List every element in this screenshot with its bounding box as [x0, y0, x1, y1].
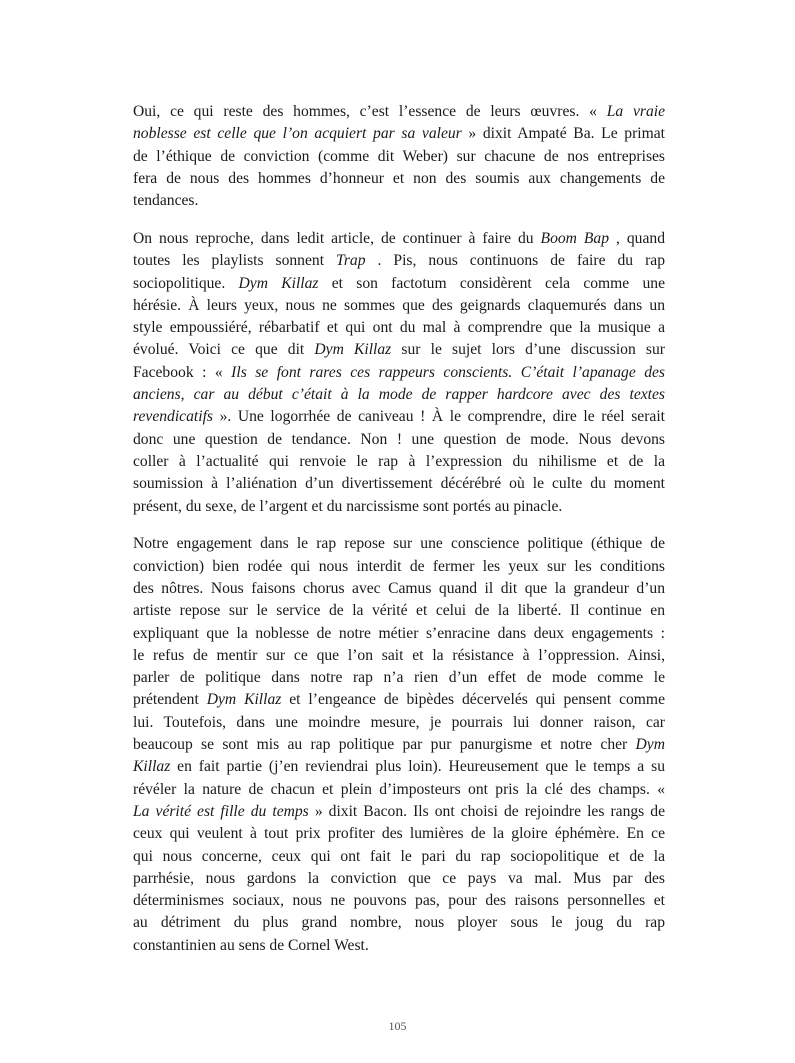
- paragraph: [133, 533, 665, 957]
- text: On nous reproche, dans ledit article, de continuer à faire du: [133, 229, 541, 247]
- text: hérésie. À leurs yeux, nous ne sommes que des geignards claquemurés dans un: [133, 296, 665, 314]
- text: style empoussiéré, rébarbatif et qui ont du mal à comprendre que la musique a: [133, 319, 665, 337]
- text-line: [133, 496, 665, 518]
- italic-text: Trap: [336, 252, 366, 270]
- text-line: [133, 339, 665, 361]
- text: de l’éthique de conviction (comme dit Weber) sur chacune de nos entreprises: [133, 147, 665, 165]
- text-line: [133, 123, 665, 145]
- text: » dixit Ampaté Ba. Le primat: [461, 125, 666, 143]
- paragraph: [133, 101, 665, 212]
- text-line: [133, 317, 665, 339]
- text-line: [133, 556, 665, 578]
- text: fera de nous des hommes d’honneur et non des soumis aux changements de: [133, 169, 665, 187]
- text: sur le sujet lors d’une discussion sur: [391, 341, 665, 359]
- text: le refus de mentir sur ce que l’on sait et la résistance à l’oppression. Ainsi,: [133, 646, 665, 664]
- text: des nôtres. Nous faisons chorus avec Camus quand il dit que la grandeur d’un: [133, 579, 665, 597]
- text: soumission à l’aliénation d’un divertissement décérébré où le culte du moment: [133, 475, 665, 493]
- page-number: 105: [388, 1019, 407, 1033]
- text: prétendent: [133, 691, 207, 709]
- text-line: [133, 228, 665, 250]
- text-line: [133, 823, 665, 845]
- text: et l’engeance de bipèdes décervelés qui pensent comme: [281, 691, 665, 709]
- text-line: [133, 667, 665, 689]
- text-line: [133, 146, 665, 168]
- text-line: [133, 362, 665, 384]
- text: beaucoup se sont mis au rap politique par pur panurgisme et notre cher: [133, 736, 636, 754]
- text: , quand: [609, 229, 665, 247]
- text-line: [133, 473, 665, 495]
- text: ». Une logorrhée de caniveau ! À le comprendre, dire le réel serait: [212, 408, 665, 426]
- text: en fait partie (j’en reviendrai plus loin). Heureusement que le temps a su: [170, 758, 665, 776]
- text: parler de politique dans notre rap n’a rien d’un effet de mode comme le: [133, 669, 665, 687]
- text: expliquant que la noblesse de notre métier s’enracine dans deux engagements :: [133, 624, 665, 642]
- italic-text: Dym Killaz: [206, 691, 282, 709]
- text-line: [133, 600, 665, 622]
- text-line: [133, 846, 665, 868]
- text-line: [133, 273, 665, 295]
- text: donc une question de tendance. Non ! une question de mode. Nous devons: [133, 430, 665, 448]
- text-line: [133, 756, 665, 778]
- text: artiste repose sur le service de la vérité et celui de la liberté. Il continue en: [133, 602, 665, 620]
- italic-text: Boom Bap: [540, 229, 610, 247]
- italic-text: noblesse est celle que l’on acquiert par sa valeur: [133, 125, 462, 143]
- text-line: [133, 578, 665, 600]
- text: constantinien au sens de Cornel West.: [133, 936, 369, 954]
- text: Facebook : «: [133, 363, 232, 381]
- text-line: [133, 801, 665, 823]
- italic-text: La vraie: [606, 103, 665, 120]
- text-line: [133, 912, 665, 934]
- text: sociopolitique.: [133, 274, 239, 292]
- text-line: [133, 295, 665, 317]
- text-line: [133, 689, 665, 711]
- text: » dixit Bacon. Ils ont choisi de rejoindre les rangs de: [308, 802, 666, 820]
- text: Notre engagement dans le rap repose sur une conscience politique (éthique de: [133, 535, 665, 553]
- text-line: [133, 935, 665, 957]
- text: coller à l’actualité qui renvoie le rap à l’expression du nihilisme et de la: [133, 452, 665, 470]
- italic-text: revendicatifs: [133, 408, 213, 426]
- text: révéler la nature de chacun et plein d’imposteurs ont pris la clé des champs. «: [133, 780, 665, 798]
- text: présent, du sexe, de l’argent et du narcissisme sont portés au pinacle.: [133, 497, 563, 515]
- text: lui. Toutefois, dans une moindre mesure, je pourrais lui donner raison, car: [133, 713, 665, 731]
- text-line: [133, 250, 665, 272]
- text: déterminismes sociaux, nous ne pouvons pas, pour des raisons personnelles et: [133, 892, 665, 910]
- text-line: [133, 645, 665, 667]
- page-body: [133, 101, 665, 972]
- text: . Pis, nous continuons de faire du rap: [365, 252, 665, 270]
- text-line: [133, 101, 665, 123]
- text: au détriment du plus grand nombre, nous ployer sous le joug du rap: [133, 914, 665, 932]
- italic-text: Dym Killaz: [238, 274, 319, 292]
- text: parrhésie, nous gardons la conviction que ce pays va mal. Mus par des: [133, 869, 665, 887]
- text-line: [133, 384, 665, 406]
- italic-text: Dym: [635, 736, 665, 754]
- italic-text: La vérité est fille du temps: [133, 802, 309, 820]
- paragraph: [133, 228, 665, 518]
- text: conviction) bien rodée qui nous interdit de fermer les yeux sur les conditions: [133, 557, 665, 575]
- italic-text: Dym Killaz: [314, 341, 392, 359]
- text-line: [133, 779, 665, 801]
- text: tendances.: [133, 192, 199, 210]
- text: toutes les playlists sonnent: [133, 252, 337, 270]
- text-line: [133, 890, 665, 912]
- text: Oui, ce qui reste des hommes, c’est l’essence de leurs œuvres. «: [133, 103, 607, 120]
- text-line: [133, 712, 665, 734]
- text-line: [133, 734, 665, 756]
- text: ceux qui veulent à tout prix profiter des lumières de la gloire éphémère. En ce: [133, 825, 665, 843]
- text: qui nous concerne, ceux qui ont fait le pari du rap sociopolitique et de la: [133, 847, 665, 865]
- italic-text: Ils se font rares ces rappeurs conscients. C’était l’apanage des: [231, 363, 665, 381]
- text-line: [133, 168, 665, 190]
- text-line: [133, 451, 665, 473]
- text-line: [133, 533, 665, 555]
- text-line: [133, 406, 665, 428]
- text-line: [133, 623, 665, 645]
- text-line: [133, 429, 665, 451]
- text: évolué. Voici ce que dit: [133, 341, 315, 359]
- text-line: [133, 190, 665, 212]
- text-line: [133, 868, 665, 890]
- italic-text: Killaz: [133, 758, 171, 776]
- text: et son factotum considèrent cela comme une: [318, 274, 666, 292]
- italic-text: anciens, car au début c’était à la mode de rapper hardcore avec des textes: [133, 386, 665, 404]
